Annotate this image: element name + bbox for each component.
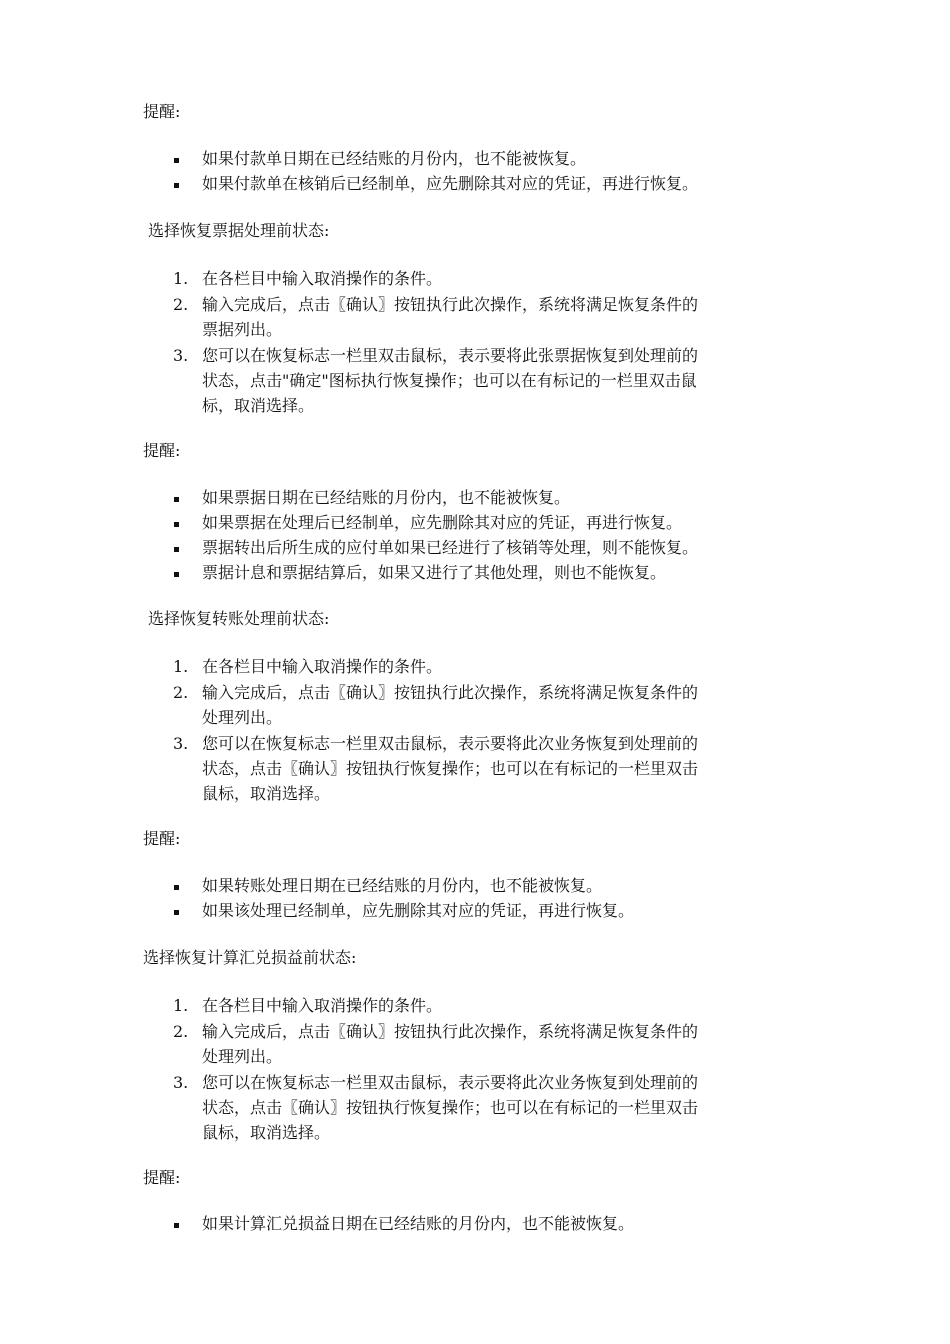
reminder-heading: 提醒: (143, 441, 181, 460)
list-item: 1. 在各栏目中输入取消操作的条件。 (173, 996, 443, 1015)
bullet-icon (174, 183, 179, 188)
list-item: 如果票据在处理后已经制单，应先删除其对应的凭证，再进行恢复。 (202, 511, 682, 535)
bullet-icon (174, 158, 179, 163)
list-item: 3. 您可以在恢复标志一栏里双击鼠标，表示要将此次业务恢复到处理前的 状态，点击〖确认〗按钮执行恢复操作；也可以在有标记的一栏里双击 鼠标，取消选择。 (173, 734, 699, 803)
list-item: 票据计息和票据结算后，如果又进行了其他处理，则也不能恢复。 (202, 561, 666, 585)
list-item: 3. 您可以在恢复标志一栏里双击鼠标，表示要将此张票据恢复到处理前的 状态，点击"确定"图标执行恢复操作；也可以在有标记的一栏里双击鼠 标，取消选择。 (173, 346, 699, 415)
list-item: 3. 您可以在恢复标志一栏里双击鼠标，表示要将此次业务恢复到处理前的 状态，点击〖确认〗按钮执行恢复操作；也可以在有标记的一栏里双击 鼠标，取消选择。 (173, 1073, 699, 1142)
bullet-icon (174, 497, 179, 502)
reminder-heading: 提醒: (143, 829, 181, 848)
list-item: 如果计算汇兑损益日期在已经结账的月份内，也不能被恢复。 (202, 1212, 634, 1236)
list-item: 如果该处理已经制单，应先删除其对应的凭证，再进行恢复。 (202, 899, 634, 923)
list-item: 票据转出后所生成的应付单如果已经进行了核销等处理，则不能恢复。 (202, 536, 698, 560)
reminder-heading: 提醒: (143, 1168, 181, 1187)
bullet-icon (174, 522, 179, 527)
list-item: 1. 在各栏目中输入取消操作的条件。 (173, 269, 443, 288)
section-heading-bill-restore: 选择恢复票据处理前状态: (148, 221, 330, 240)
list-item: 如果付款单日期在已经结账的月份内，也不能被恢复。 (202, 147, 586, 171)
list-item: 如果转账处理日期在已经结账的月份内，也不能被恢复。 (202, 874, 602, 898)
list-item: 2. 输入完成后，点击〖确认〗按钮执行此次操作，系统将满足恢复条件的 处理列出。 (173, 1022, 699, 1066)
list-item: 2. 输入完成后，点击〖确认〗按钮执行此次操作，系统将满足恢复条件的 票据列出。 (173, 295, 699, 339)
bullet-icon (174, 885, 179, 890)
section-heading-exchange-restore: 选择恢复计算汇兑损益前状态: (143, 948, 357, 967)
bullet-icon (174, 1223, 179, 1228)
section-heading-transfer-restore: 选择恢复转账处理前状态: (148, 609, 330, 628)
list-item: 如果付款单在核销后已经制单，应先删除其对应的凭证，再进行恢复。 (202, 172, 698, 196)
list-item: 1. 在各栏目中输入取消操作的条件。 (173, 657, 443, 676)
list-item: 如果票据日期在已经结账的月份内，也不能被恢复。 (202, 486, 570, 510)
bullet-icon (174, 910, 179, 915)
reminder-heading: 提醒: (143, 102, 181, 121)
bullet-icon (174, 547, 179, 552)
list-item: 2. 输入完成后，点击〖确认〗按钮执行此次操作，系统将满足恢复条件的 处理列出。 (173, 683, 699, 727)
bullet-icon (174, 572, 179, 577)
